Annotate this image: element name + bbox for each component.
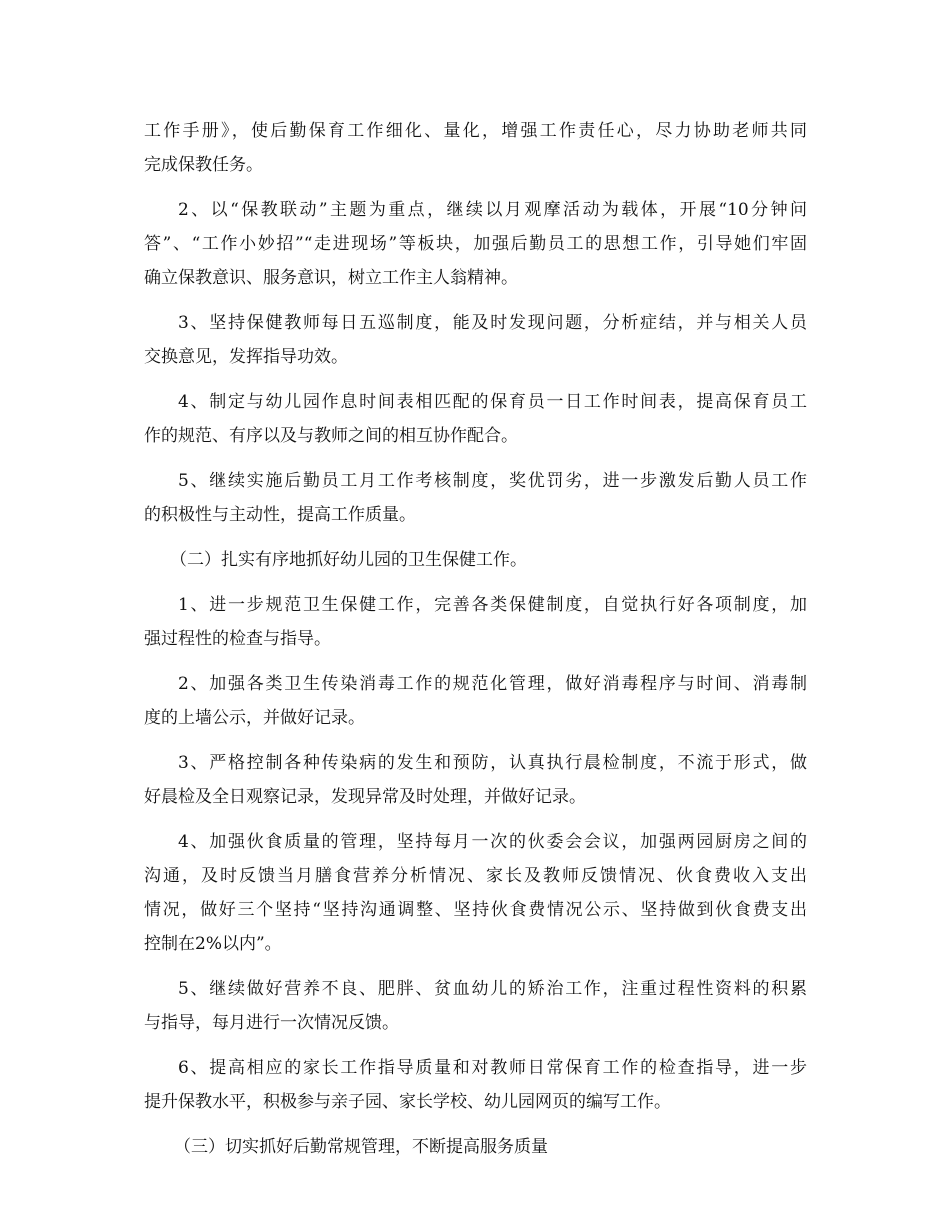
paragraph-line: 确立保教意识、服务意识，树立工作主人翁精神。 xyxy=(144,268,518,288)
paragraph xyxy=(144,464,807,532)
paragraph-line: 工作手册》，使后勤保育工作细化、量化，增强工作责任心，尽力协助老师共同 xyxy=(144,121,807,141)
document-body xyxy=(144,114,807,1164)
paragraph xyxy=(144,746,807,814)
section-heading xyxy=(144,543,807,577)
paragraph xyxy=(144,1051,807,1119)
paragraph-line: 2、加强各类卫生传染消毒工作的规范化管理，做好消毒程序与时间、消毒制 xyxy=(178,674,807,694)
paragraph-line: 6、提高相应的家长工作指导质量和对教师日常保育工作的检查指导，进一步 xyxy=(178,1058,807,1078)
paragraph-line: 答”、“工作小妙招”“走进现场”等板块，加强后勤员工的思想工作，引导她们牢固 xyxy=(144,234,807,254)
paragraph-line: 情况，做好三个坚持“坚持沟通调整、坚持伙食费情况公示、坚持做到伙食费支出 xyxy=(144,900,807,920)
paragraph-line: 的积极性与主动性，提高工作质量。 xyxy=(144,505,416,525)
paragraph-line: 提升保教水平，积极参与亲子园、家长学校、幼儿园网页的编写工作。 xyxy=(144,1092,671,1112)
paragraph-line: 交换意见，发挥指导功效。 xyxy=(144,347,348,367)
paragraph-line: 5、继续做好营养不良、肥胖、贫血幼儿的矫治工作，注重过程性资料的积累 xyxy=(178,979,807,999)
paragraph-line: 2、以“保教联动”主题为重点，继续以月观摩活动为载体，开展“10分钟问 xyxy=(178,200,807,220)
paragraph-line: 4、制定与幼儿园作息时间表相匹配的保育员一日工作时间表，提高保育员工 xyxy=(178,392,807,412)
paragraph-line: 强过程性的检查与指导。 xyxy=(144,629,331,649)
paragraph-line: 完成保教任务。 xyxy=(144,155,263,175)
section-heading-line: （三）切实抓好后勤常规管理，不断提高服务质量 xyxy=(174,1137,548,1157)
paragraph xyxy=(144,193,807,295)
paragraph-line: 5、继续实施后勤员工月工作考核制度，奖优罚劣，进一步激发后勤人员工作 xyxy=(178,471,807,491)
section-heading xyxy=(144,1130,807,1164)
paragraph-line: 4、加强伙食质量的管理，坚持每月一次的伙委会会议，加强两园厨房之间的 xyxy=(178,832,807,852)
paragraph xyxy=(144,385,807,453)
paragraph xyxy=(144,306,807,374)
paragraph-line: 度的上墙公示，并做好记录。 xyxy=(144,708,365,728)
paragraph-line: 控制在2%以内”。 xyxy=(144,934,282,954)
paragraph-line: 沟通，及时反馈当月膳食营养分析情况、家长及教师反馈情况、伙食费收入支出 xyxy=(144,866,807,886)
paragraph xyxy=(144,588,807,656)
paragraph xyxy=(144,972,807,1040)
paragraph-line: 好晨检及全日观察记录，发现异常及时处理，并做好记录。 xyxy=(144,787,586,807)
paragraph-line: 作的规范、有序以及与教师之间的相互协作配合。 xyxy=(144,426,518,446)
paragraph xyxy=(144,114,807,182)
paragraph xyxy=(144,667,807,735)
section-heading-line: （二）扎实有序地抓好幼儿园的卫生保健工作。 xyxy=(170,550,527,570)
paragraph-line: 3、严格控制各种传染病的发生和预防，认真执行晨检制度，不流于形式，做 xyxy=(178,753,807,773)
paragraph-line: 3、坚持保健教师每日五巡制度，能及时发现问题，分析症结，并与相关人员 xyxy=(178,313,807,333)
paragraph xyxy=(144,825,807,961)
paragraph-line: 1、进一步规范卫生保健工作，完善各类保健制度，自觉执行好各项制度，加 xyxy=(178,595,807,615)
paragraph-line: 与指导，每月进行一次情况反馈。 xyxy=(144,1013,399,1033)
